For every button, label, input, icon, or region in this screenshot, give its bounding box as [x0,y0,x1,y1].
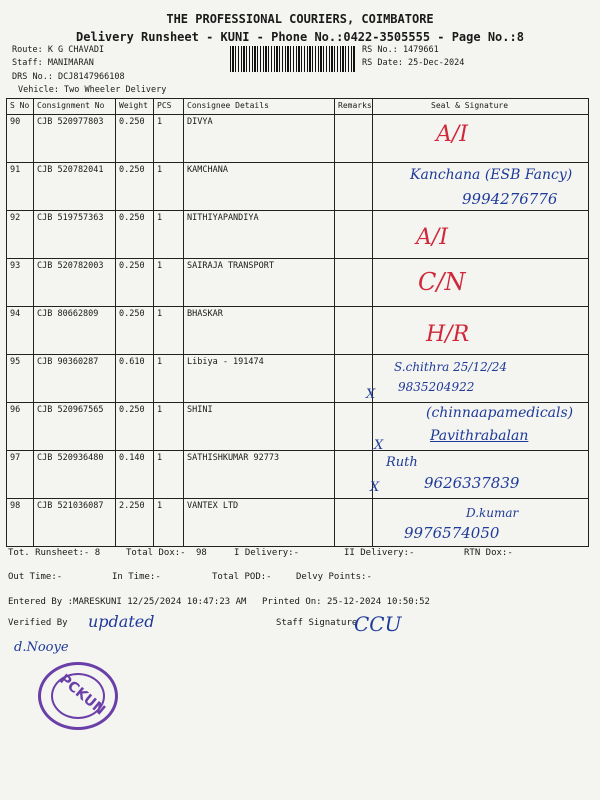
cell-remarks [335,115,373,163]
table-row [7,259,589,307]
cell-consignment: CJB 520936480 [34,451,116,499]
cell-remarks [335,403,373,451]
handwritten-remark-93: C/N [418,268,466,296]
cell-signature [373,259,589,307]
handwritten-signature-97: Ruth [386,455,418,470]
cell-remarks [335,163,373,211]
cell-consignee: SAIRAJA TRANSPORT [184,259,335,307]
cell-remarks [335,211,373,259]
cell-pcs: 1 [154,355,184,403]
cell-consignment: CJB 80662809 [34,307,116,355]
handwritten-remark-92: A/I [416,225,448,250]
cell-weight: 0.250 [116,259,154,307]
cell-signature [373,307,589,355]
total-runsheet: Tot. Runsheet:- 8 [8,548,101,558]
table-row [7,211,589,259]
col-sno: S No [7,99,34,115]
rtn-dox: RTN Dox:- [464,548,513,558]
handwritten-signature-95: S.chithra 25/12/24 [394,360,508,374]
cell-consignment: CJB 520967565 [34,403,116,451]
cell-remarks [335,259,373,307]
staff-signature-label: Staff Signature [276,618,358,628]
col-remarks: Remarks [335,99,373,115]
handwritten-signature-96: Pavithrabalan [430,428,529,444]
cell-consignee: DIVYA [184,115,335,163]
staff: Staff: MANIMARAN [12,58,94,68]
cell-pcs: 1 [154,115,184,163]
vehicle: Vehicle: Two Wheeler Delivery [18,85,167,95]
col-consignee: Consignee Details [184,99,335,115]
col-seal-signature: Seal & Signature [373,99,589,115]
company-title: THE PROFESSIONAL COURIERS, COIMBATORE [166,12,434,26]
cell-pcs: 1 [154,307,184,355]
cell-weight: 0.610 [116,355,154,403]
cell-pcs: 1 [154,259,184,307]
drs-number: DRS No.: DCJ8147966108 [12,72,125,82]
cell-remarks [335,451,373,499]
col-consignment: Consignment No [34,99,116,115]
cell-consignee: VANTEX LTD [184,499,335,547]
handwritten-updated: updated [88,612,155,631]
cell-pcs: 1 [154,163,184,211]
office-stamp [38,662,118,730]
handwritten-remark-94: H/R [426,322,470,347]
cell-signature [373,115,589,163]
cell-remarks [335,307,373,355]
cross-mark-icon: X [366,387,376,402]
handwritten-signature-98: D.kumar [466,506,519,520]
cell-consignee: KAMCHANA [184,163,335,211]
handwritten-remark-90: A/I [436,122,468,147]
cell-consignee: NITHIYAPANDIYA [184,211,335,259]
cell-sno: 92 [7,211,34,259]
cell-pcs: 1 [154,403,184,451]
cell-weight: 0.250 [116,115,154,163]
cell-weight: 0.250 [116,211,154,259]
rs-number: RS No.: 1479661 [362,45,439,55]
table-header-row [7,99,589,115]
staff-signature: CCU [354,612,402,636]
entered-by: Entered By :MARESKUNI 12/25/2024 10:47:23 AM [8,597,247,607]
cell-pcs: 1 [154,499,184,547]
route: Route: K G CHAVADI [12,45,105,55]
ii-delivery: II Delivery:- [344,548,415,558]
total-pod: Total POD:- [212,572,272,582]
cell-consignee: SHINI [184,403,335,451]
handwritten-store-96: (chinnaapamedicals) [426,405,574,421]
cell-sno: 90 [7,115,34,163]
total-dox-value: 98 [196,548,207,558]
verified-by: Verified By [8,618,68,628]
handwritten-signature-91: Kanchana (ESB Fancy) [410,167,573,183]
cell-weight: 0.140 [116,451,154,499]
printed-on: Printed On: 25-12-2024 10:50:52 [262,597,430,607]
cell-consignee: SATHISHKUMAR 92773 [184,451,335,499]
in-time: In Time:- [112,572,161,582]
i-delivery: I Delivery:- [234,548,300,558]
cell-consignment: CJB 90360287 [34,355,116,403]
cell-consignment: CJB 520977803 [34,115,116,163]
cell-consignment: CJB 520782041 [34,163,116,211]
cell-sno: 96 [7,403,34,451]
cell-pcs: 1 [154,451,184,499]
cell-sno: 93 [7,259,34,307]
cell-pcs: 1 [154,211,184,259]
cell-sno: 95 [7,355,34,403]
runsheet-subtitle: Delivery Runsheet - KUNI - Phone No.:0422-3505555 - Page No.:8 [76,30,524,44]
table-row [7,115,589,163]
rs-date: RS Date: 25-Dec-2024 [362,58,465,68]
cell-sno: 91 [7,163,34,211]
verifier-signature: d.Nooye [14,640,69,655]
out-time: Out Time:- [8,572,63,582]
cell-consignment: CJB 521036087 [34,499,116,547]
cell-sno: 98 [7,499,34,547]
cell-remarks [335,499,373,547]
cell-weight: 0.250 [116,403,154,451]
col-pcs: PCS [154,99,184,115]
cell-consignment: CJB 520782003 [34,259,116,307]
barcode [230,46,356,72]
col-weight: Weight [116,99,154,115]
cell-weight: 0.250 [116,163,154,211]
cell-sno: 97 [7,451,34,499]
cell-weight: 2.250 [116,499,154,547]
cell-sno: 94 [7,307,34,355]
cell-weight: 0.250 [116,307,154,355]
handwritten-phone-95: 9835204922 [398,380,475,394]
cell-signature [373,211,589,259]
cross-mark-icon: X [370,480,380,495]
cell-consignee: Libiya - 191474 [184,355,335,403]
handwritten-phone-91: 9994276776 [462,190,558,208]
stamp-text: PCKUN [56,671,109,719]
cell-consignee: BHASKAR [184,307,335,355]
cell-consignment: CJB 519757363 [34,211,116,259]
handwritten-phone-97: 9626337839 [424,474,520,492]
delivery-points: Delvy Points:- [296,572,372,582]
total-dox-label: Total Dox:- [126,548,186,558]
handwritten-phone-98: 9976574050 [404,524,500,542]
cross-mark-icon: X [374,438,384,453]
table-row [7,307,589,355]
